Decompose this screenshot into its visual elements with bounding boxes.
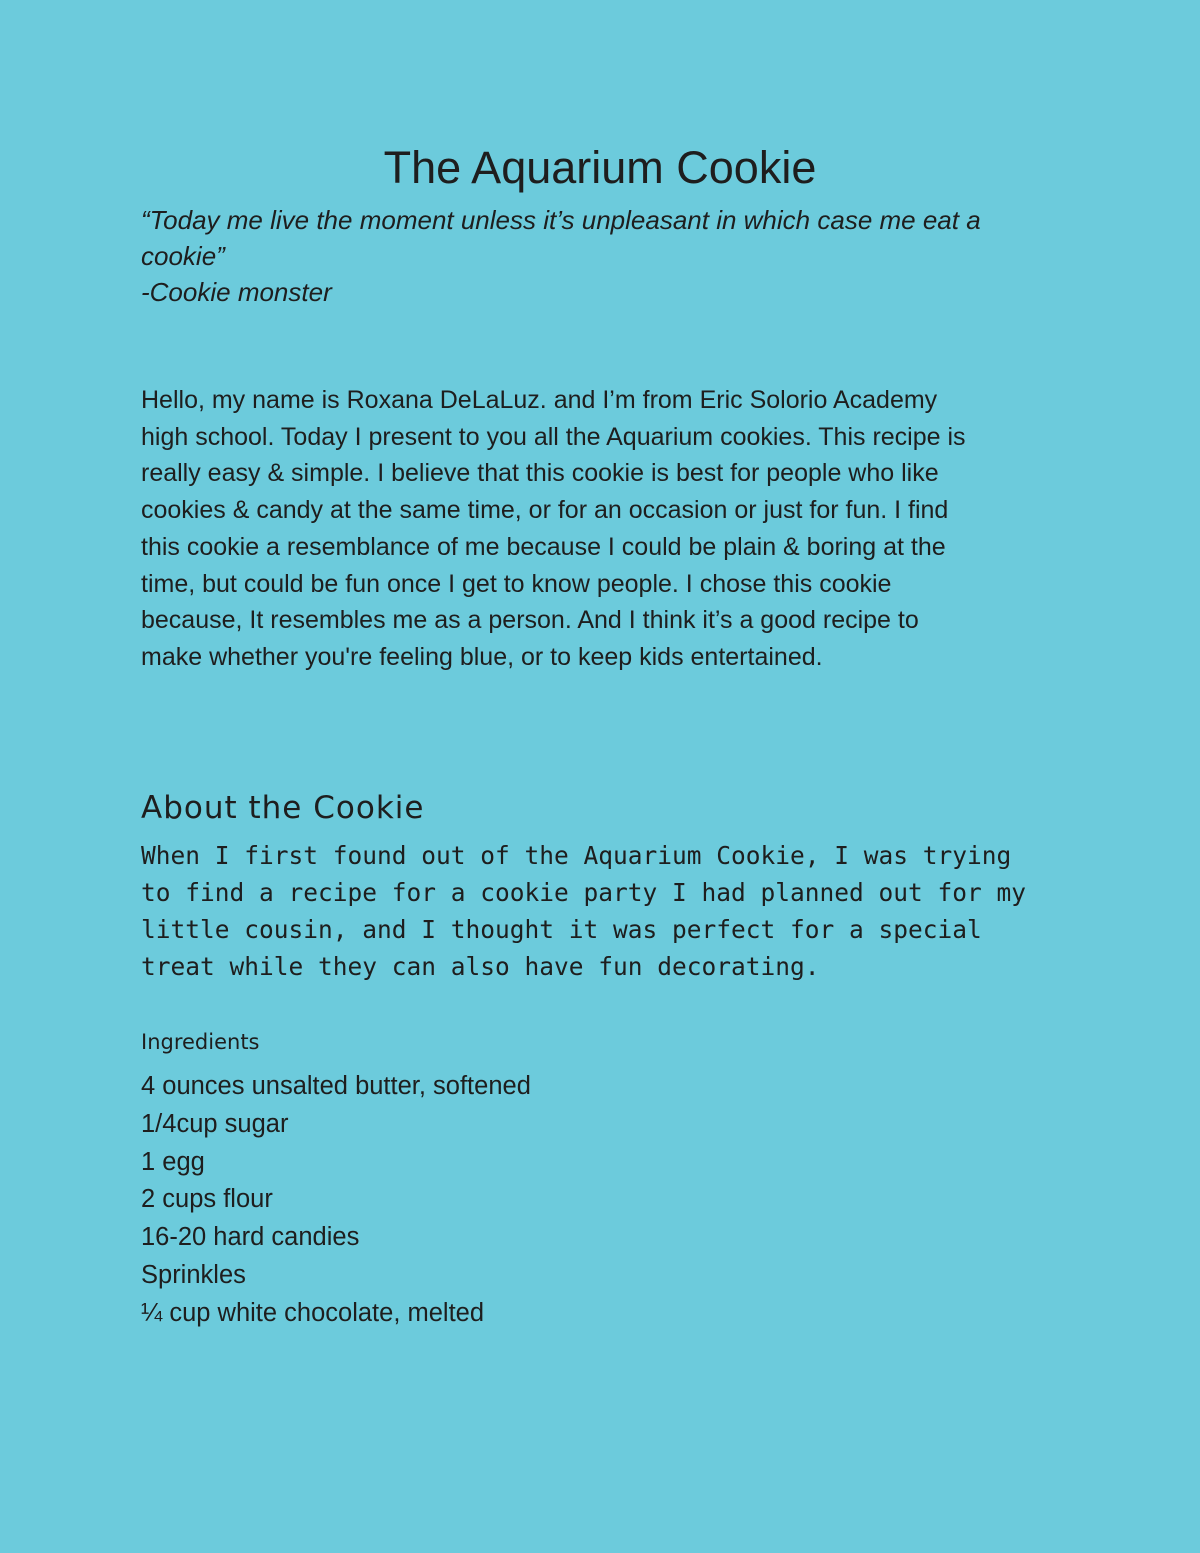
about-line: When I first found out of the Aquarium Cookie, I was trying (141, 841, 1012, 870)
about-line: treat while they can also have fun decorating. (141, 952, 820, 981)
page-title: The Aquarium Cookie (383, 142, 817, 193)
about-heading: About the Cookie (141, 790, 425, 826)
ingredients-heading: Ingredients (141, 1030, 260, 1054)
intro-line: cookies & candy at the same time, or for an occasion or just for fun. I find (141, 496, 949, 525)
ingredient-item: ¼ cup white chocolate, melted (141, 1298, 485, 1327)
ingredient-item: 1/4cup sugar (141, 1109, 289, 1138)
ingredient-item: Sprinkles (141, 1260, 246, 1289)
quote-line: cookie” (141, 241, 225, 271)
quote-line: “Today me live the moment unless it’s unpleasant in which case me eat a (141, 205, 981, 235)
intro-line: Hello, my name is Roxana DeLaLuz. and I’m from Eric Solorio Academy (141, 386, 938, 414)
about-line: to find a recipe for a cookie party I had planned out for my (141, 878, 1027, 907)
about-paragraph (141, 837, 1081, 985)
ingredient-item: 2 cups flour (141, 1185, 273, 1214)
ingredient-item: 4 ounces unsalted butter, softened (141, 1072, 531, 1100)
ingredients-list (141, 1068, 841, 1333)
ingredient-item: 16-20 hard candies (141, 1223, 360, 1252)
intro-line: because, It resembles me as a person. And I think it’s a good recipe to (141, 606, 919, 635)
intro-line: make whether you're feeling blue, or to keep kids entertained. (141, 642, 823, 671)
about-line: little cousin, and I thought it was perfect for a special (141, 915, 982, 944)
intro-line: high school. Today I present to you all the Aquarium cookies. This recipe is (141, 422, 966, 451)
intro-line: this cookie a resemblance of me because I could be plain & boring at the (141, 532, 946, 561)
intro-line: really easy & simple. I believe that this cookie is best for people who like (141, 459, 939, 488)
quote (141, 202, 1071, 310)
quote-attribution: -Cookie monster (141, 277, 332, 307)
intro-paragraph (141, 382, 1071, 676)
ingredient-item: 1 egg (141, 1147, 205, 1176)
intro-line: time, but could be fun once I get to know people. I chose this cookie (141, 569, 892, 598)
